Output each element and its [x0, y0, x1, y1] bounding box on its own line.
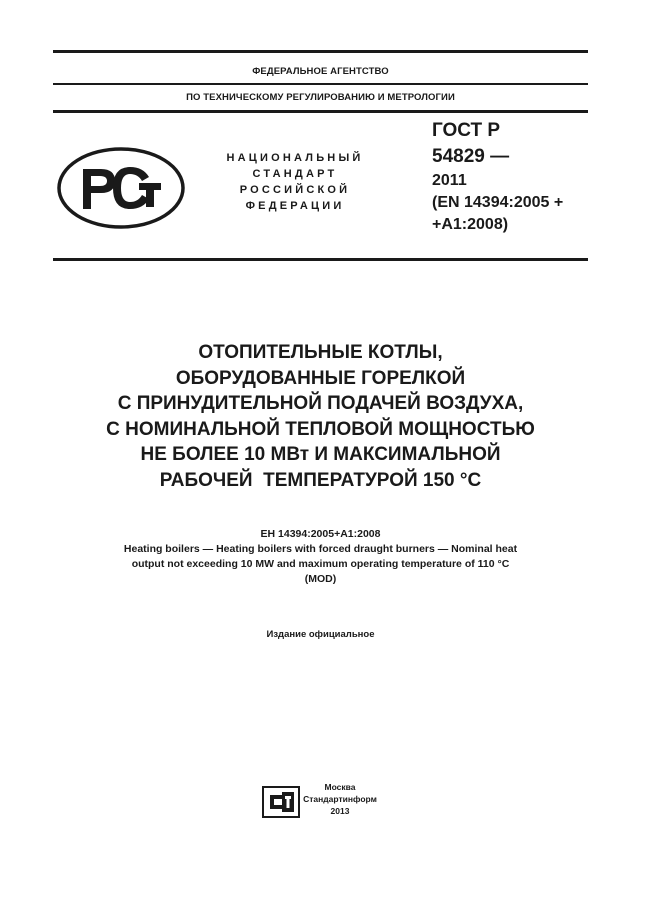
national-standard-label — [205, 150, 385, 214]
standard-designation — [432, 118, 592, 236]
designation-bottom-rule — [53, 258, 588, 261]
national-standard-line-4: ФЕДЕРАЦИИ — [245, 200, 345, 212]
designation-line-5: +A1:2008) — [432, 216, 509, 233]
top-rule — [53, 50, 588, 53]
edition-label: Издание официальное — [266, 629, 375, 640]
publisher-year: 2013 — [330, 806, 350, 816]
english-ref: EH 14394:2005+A1:2008 — [260, 528, 381, 540]
title-line-3: С ПРИНУДИТЕЛЬНОЙ ПОДАЧЕЙ ВОЗДУХА, — [117, 393, 524, 414]
english-line-3: (MOD) — [304, 573, 337, 585]
designation-line-1: ГОСТ Р — [432, 120, 501, 141]
designation-line-3: 2011 — [432, 172, 467, 189]
agency-line-1: ФЕДЕРАЛЬНОЕ АГЕНТСТВО — [252, 66, 389, 77]
standartinform-logo-icon — [262, 786, 300, 823]
english-title-block — [53, 527, 588, 587]
title-line-1: ОТОПИТЕЛЬНЫЕ КОТЛЫ, — [198, 342, 443, 363]
rst-certification-logo-icon — [57, 147, 185, 234]
agency-divider — [53, 83, 588, 85]
english-line-1: Heating boilers — Heating boilers with forced draught burners — Nominal heat — [123, 543, 518, 555]
publisher-name: Стандартинформ — [303, 794, 377, 804]
title-line-2: ОБОРУДОВАННЫЕ ГОРЕЛКОЙ — [175, 367, 466, 389]
header-bottom-rule — [53, 110, 588, 113]
national-standard-line-2: СТАНДАРТ — [252, 168, 338, 180]
publisher-city: Москва — [324, 782, 356, 792]
title-line-6: РАБОЧЕЙ ТЕМПЕРАТУРОЙ 150 °С — [159, 469, 482, 491]
national-standard-line-3: РОССИЙСКОЙ — [239, 184, 351, 196]
title-line-5: НЕ БОЛЕЕ 10 МВт И МАКСИМАЛЬНОЙ — [140, 444, 501, 465]
publisher-info — [300, 781, 380, 817]
title-line-4: С НОМИНАЛЬНОЙ ТЕПЛОВОЙ МОЩНОСТЬЮ — [106, 418, 535, 440]
designation-line-4: (EN 14394:2005 + — [432, 194, 564, 211]
agency-line-2: ПО ТЕХНИЧЕСКОМУ РЕГУЛИРОВАНИЮ И МЕТРОЛОГИИ — [186, 92, 455, 103]
document-title — [53, 340, 588, 493]
english-line-2: output not exceeding 10 MW and maximum operating temperature of 110 °C — [131, 558, 510, 570]
designation-line-2: 54829 — — [432, 146, 510, 167]
national-standard-line-1: НАЦИОНАЛЬНЫЙ — [226, 152, 364, 164]
